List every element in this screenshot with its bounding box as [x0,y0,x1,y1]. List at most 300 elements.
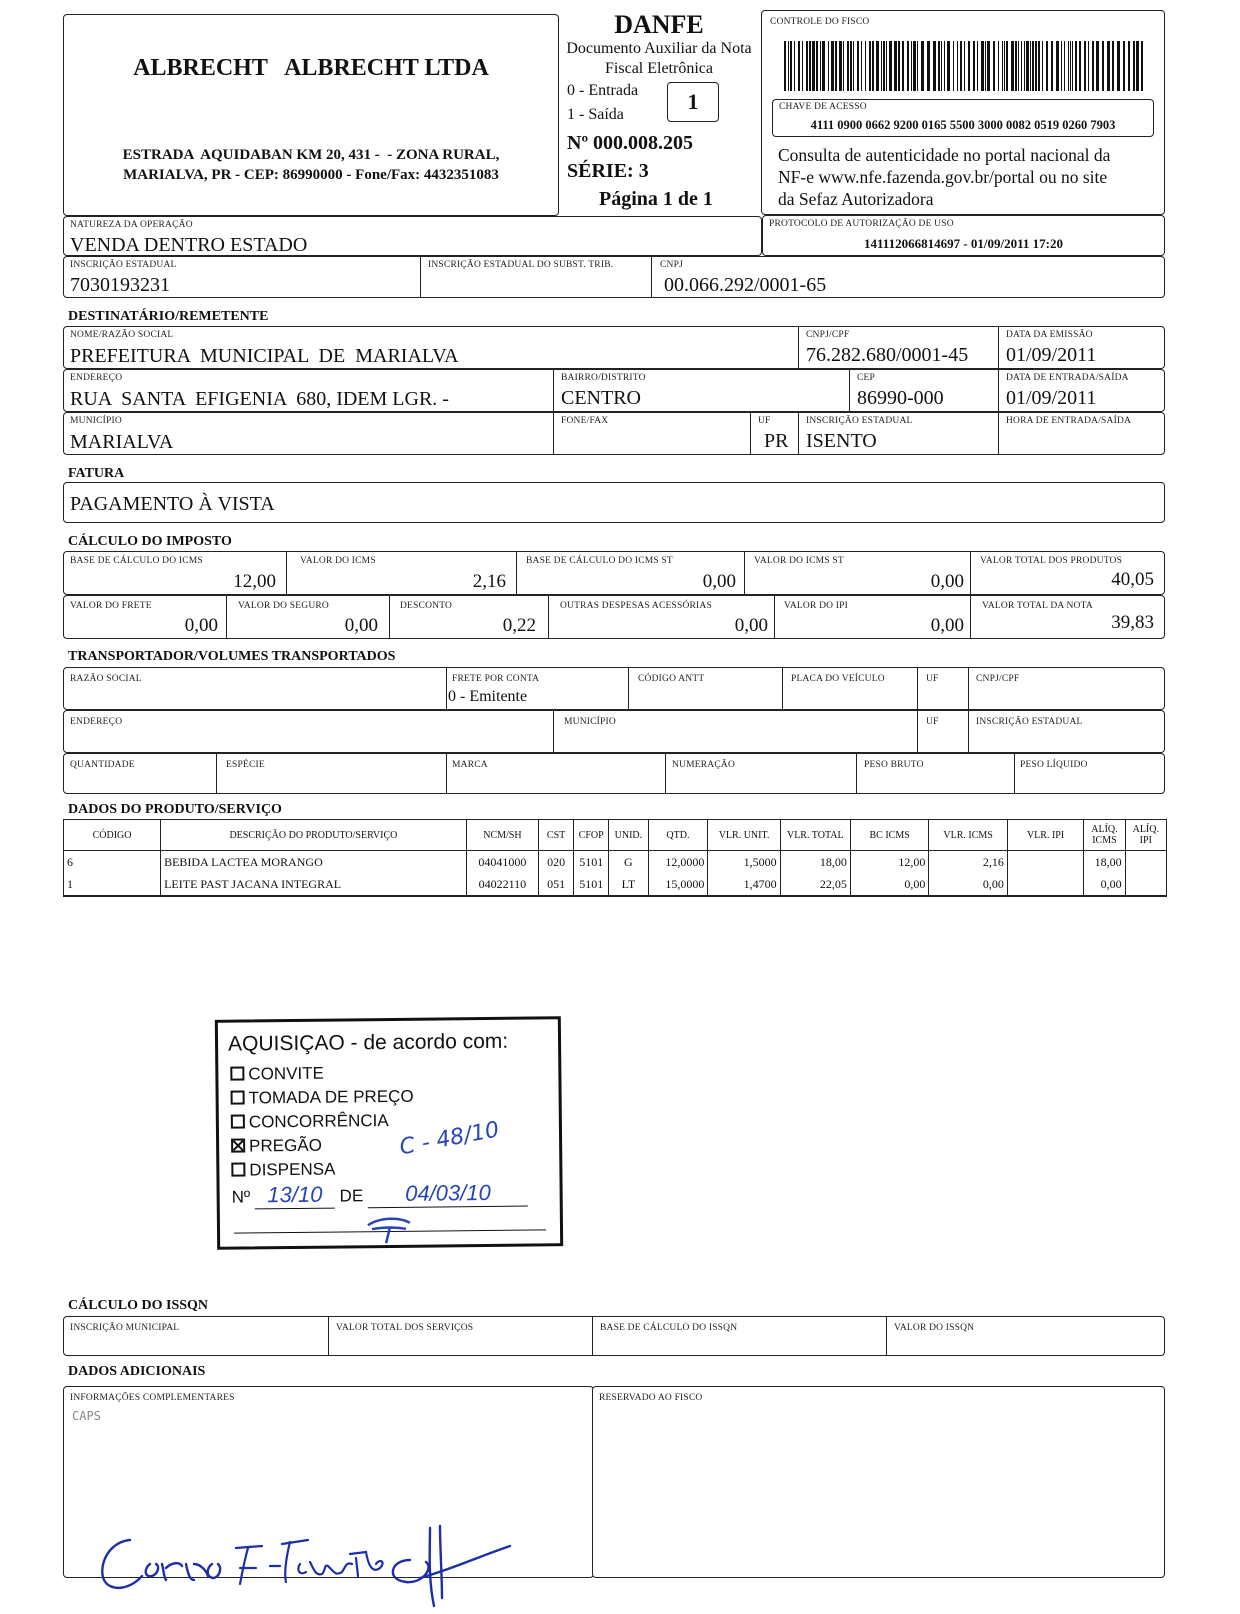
barcode-bar [822,41,825,91]
produtos-header-cell: VLR. ICMS [929,820,1007,851]
cnpj-label: CNPJ [660,260,683,270]
transp-endereco-label: ENDEREÇO [70,717,123,727]
barcode-bar [1011,41,1014,91]
valor-issqn-label: VALOR DO ISSQN [894,1323,975,1333]
numeracao-label: NUMERAÇÃO [672,760,736,770]
desconto-value: 0,22 [502,615,536,636]
table-row [64,851,1167,874]
barcode-bar [1035,41,1037,91]
emissao-value: 01/09/2011 [1006,344,1097,366]
reservado-fisco-label: RESERVADO AO FISCO [599,1393,703,1403]
total-nota-label: VALOR TOTAL DA NOTA [982,601,1093,611]
barcode-bar [828,41,829,91]
barcode-bar [1018,41,1019,91]
chave-acesso-label: CHAVE DE ACESSO [779,102,867,112]
empty-box-icon [230,1067,244,1081]
info-complementares-value: CAPS [72,1409,101,1423]
table-cell: 04022110 [466,873,538,896]
produtos-header-row [64,820,1167,851]
produtos-header-cell: VLR. UNIT. [708,820,780,851]
placa-label: PLACA DO VEÍCULO [791,674,885,684]
stamp-option-label: TOMADA DE PREÇO [248,1086,414,1108]
barcode-bar [902,41,904,91]
dest-cnpj-label: CNPJ/CPF [806,330,850,340]
transp-ie-label: INSCRIÇÃO ESTADUAL [976,717,1083,727]
barcode-bar [998,41,999,91]
barcode-bar [1024,41,1025,91]
barcode-bar [953,41,954,91]
barcode [784,41,1146,91]
nf-serie: SÉRIE: 3 [567,160,649,182]
protocolo-label: PROTOCOLO DE AUTORIZAÇÃO DE USO [769,219,954,229]
destinatario-row-3 [63,412,1165,455]
barcode-bar [790,41,792,91]
barcode-bar [1072,41,1073,91]
barcode-bar [1084,41,1086,91]
servicos-label: VALOR TOTAL DOS SERVIÇOS [336,1323,474,1333]
ie-row [63,256,1165,298]
ie-st-label: INSCRIÇÃO ESTADUAL DO SUBST. TRIB. [428,260,614,270]
divider [798,327,799,368]
divider [420,257,421,297]
divider [886,1317,887,1355]
frete-value: 0,00 [184,615,218,636]
barcode-bar [964,41,965,91]
municipio-value: MARIALVA [70,431,174,453]
endereco-label: ENDEREÇO [70,373,123,383]
stamp-option [231,1157,414,1183]
barcode-bar [1006,41,1008,91]
barcode-bar [1068,41,1069,91]
stamp-option [230,1061,413,1087]
barcode-bar [927,41,930,91]
barcode-bar [981,41,984,91]
table-cell: 1,4700 [708,873,780,896]
produtos-body [64,851,1167,897]
divider [553,711,554,752]
barcode-bar [921,41,924,91]
barcode-bar [1088,41,1089,91]
cnpj-value: 00.066.292/0001-65 [664,274,827,296]
barcode-bar [853,41,854,91]
table-cell: LEITE PAST JACANA INTEGRAL [161,873,467,896]
barcode-bar [820,41,821,91]
consulta-line-2: NF-e www.nfe.fazenda.gov.br/portal ou no site [778,167,1108,187]
marca-label: MARCA [452,760,488,770]
transp-uf2-label: UF [926,717,939,727]
barcode-bar [1136,41,1139,91]
barcode-bar [985,41,986,91]
valor-st-value: 0,00 [930,571,964,592]
entrada-label: 0 - Entrada [567,82,639,99]
seguro-label: VALOR DO SEGURO [238,601,329,611]
barcode-bar [1107,41,1110,91]
stamp-numero-line [232,1180,529,1210]
barcode-bar [933,41,936,91]
divider [328,1317,329,1355]
table-cell [1125,873,1166,896]
pregao-note: C - 48/10 [397,1117,502,1161]
adicionais-section-title: DADOS ADICIONAIS [68,1364,206,1379]
danfe-block [559,10,759,216]
frete-conta-label: FRETE POR CONTA [452,674,540,684]
desconto-label: DESCONTO [400,601,453,611]
nf-numero: Nº 000.008.205 [567,132,694,154]
pagina: Página 1 de 1 [599,188,713,210]
divider [774,596,775,638]
table-cell: 0,00 [1084,873,1125,896]
emitente-name: ALBRECHT ALBRECHT LTDA [133,55,489,81]
ipi-label: VALOR DO IPI [784,601,848,611]
seguro-value: 0,00 [344,615,378,636]
divider [665,754,666,793]
handwritten-signature [90,1518,520,1614]
transporte-section-title: TRANSPORTADOR/VOLUMES TRANSPORTADOS [68,649,396,664]
divider [998,327,999,368]
transporte-row-3 [63,753,1165,794]
divider [592,1317,593,1355]
danfe-subtitle-2: Fiscal Eletrônica [605,60,713,77]
barcode-bar [1002,41,1003,91]
stamp-options [230,1061,414,1183]
emissao-label: DATA DA EMISSÃO [1006,330,1093,340]
consulta-line-1: Consulta de autenticidade no portal nacional da [778,145,1111,165]
table-cell: LT [609,873,648,896]
razao-label: RAZÃO SOCIAL [70,674,142,684]
barcode-bar [798,41,800,91]
barcode-bar [889,41,892,91]
barcode-bar [957,41,958,91]
barcode-bar [816,41,818,91]
danfe-subtitle-1: Documento Auxiliar da Nota [566,40,752,57]
base-icms-label: BASE DE CÁLCULO DO ICMS [70,556,203,566]
empty-box-icon [231,1091,245,1105]
saida-label: 1 - Saída [567,106,624,123]
emitente-box [63,14,559,216]
antt-label: CÓDIGO ANTT [638,674,705,684]
cep-label: CEP [857,373,876,383]
barcode-bar [886,41,887,91]
barcode-bar [876,41,879,91]
natureza-label: NATUREZA DA OPERAÇÃO [70,220,193,230]
stamp-option-label: CONCORRÊNCIA [248,1111,389,1132]
barcode-bar [987,41,990,91]
barcode-bar [1046,41,1048,91]
produtos-header-cell: VLR. IPI [1007,820,1083,851]
table-cell: 18,00 [1084,851,1125,874]
issqn-section-title: CÁLCULO DO ISSQN [68,1298,209,1313]
table-cell: G [609,851,648,874]
barcode-bar [843,41,844,91]
barcode-bar [869,41,871,91]
barcode-bar [1064,41,1065,91]
barcode-bar [1112,41,1114,91]
table-cell: 22,05 [780,873,850,896]
divider [216,754,217,793]
empty-box-icon [231,1163,245,1177]
dest-ie-value: ISENTO [806,430,877,452]
total-nota-value: 39,83 [1111,612,1154,633]
barcode-bar [1070,41,1071,91]
stamp-option-label: PREGÃO [249,1135,322,1156]
chave-acesso-box [772,99,1154,137]
stamp-option-label: CONVITE [248,1063,325,1084]
barcode-bar [968,41,970,91]
bairro-label: BAIRRO/DISTRITO [561,373,646,383]
barcode-bar [1051,41,1053,91]
consulta-line-3: da Sefaz Autorizadora [778,189,934,209]
produtos-table-wrap [63,819,1167,897]
imposto-row-1 [63,551,1165,595]
table-cell: 020 [539,851,574,874]
fatura-value: PAGAMENTO À VISTA [70,493,275,515]
barcode-bar [1030,41,1031,91]
barcode-bar [802,41,803,91]
de-label: DE [339,1186,364,1206]
transporte-row-1 [63,667,1165,710]
data-entrada-value: 01/09/2011 [1006,387,1097,409]
info-complementares-label: INFORMAÇÕES COMPLEMENTARES [70,1393,235,1403]
issqn-box [63,1316,1165,1356]
barcode-bar [1117,41,1120,91]
divider [968,668,969,709]
table-cell: 0,00 [850,873,928,896]
table-cell: 051 [539,873,574,896]
barcode-bar [941,41,942,91]
controle-fisco-label: CONTROLE DO FISCO [770,17,870,27]
divider [553,413,554,454]
barcode-bar [835,41,837,91]
stamp-numero: 13/10 [255,1182,335,1210]
fone-label: FONE/FAX [561,416,609,426]
uf-value: PR [764,430,789,452]
natureza-value: VENDA DENTRO ESTADO [70,234,308,256]
barcode-bar [839,41,842,91]
produtos-header-cell: ALÍQ. IPI [1125,820,1166,851]
barcode-bar [907,41,909,91]
fatura-section-title: FATURA [68,466,125,481]
transp-municipio-label: MUNICÍPIO [564,717,616,727]
barcode-bar [1056,41,1059,91]
emitente-address-line2: MARIALVA, PR - CEP: 86990000 - Fone/Fax: 4432351083 [123,167,499,183]
barcode-bar [1133,41,1135,91]
transp-uf-label: UF [926,674,939,684]
produtos-header-cell: QTD. [648,820,708,851]
barcode-bar [1092,41,1094,91]
table-cell [1007,873,1083,896]
barcode-bar [1038,41,1040,91]
table-cell: 04041000 [466,851,538,874]
cep-value: 86990-000 [857,387,944,409]
produtos-header-cell: NCM/SH [466,820,538,851]
reservado-fisco-box [592,1386,1165,1578]
controle-fisco-box [761,10,1165,215]
table-cell: 15,0000 [648,873,708,896]
barcode-bar [938,41,940,91]
divider [968,711,969,752]
table-cell [1125,851,1166,874]
protocolo-value: 141112066814697 - 01/09/2011 17:20 [864,236,1063,251]
barcode-bar [1075,41,1077,91]
stamp-option-label: DISPENSA [249,1159,336,1180]
nome-label: NOME/RAZÃO SOCIAL [70,330,174,340]
especie-label: ESPÉCIE [226,760,265,770]
base-issqn-label: BASE DE CÁLCULO DO ISSQN [600,1323,738,1333]
divider [970,596,971,638]
stamp-option [231,1085,414,1111]
divider [849,370,850,411]
produtos-header-cell: UNID. [609,820,648,851]
table-cell: 12,0000 [648,851,708,874]
produtos-header-cell: DESCRIÇÃO DO PRODUTO/SERVIÇO [161,820,467,851]
barcode-bar [973,41,975,91]
produtos-section-title: DADOS DO PRODUTO/SERVIÇO [68,802,282,817]
danfe-title: DANFE [614,10,704,39]
produtos-header-cell: ALÍQ. ICMS [1084,820,1125,851]
numero-prefix: Nº [231,1187,251,1207]
base-st-label: BASE DE CÁLCULO DO ICMS ST [526,556,673,566]
inscricao-municipal-label: INSCRIÇÃO MUNICIPAL [70,1323,180,1333]
table-cell: 1 [64,873,161,896]
imposto-row-2 [63,595,1165,639]
barcode-bar [1079,41,1081,91]
natureza-box [63,216,762,256]
stamp-option [231,1109,414,1135]
ie-value: 7030193231 [70,274,170,296]
total-produtos-label: VALOR TOTAL DOS PRODUTOS [980,556,1123,566]
produtos-table [63,819,1167,897]
table-cell: 1,5000 [708,851,780,874]
produtos-header-cell: CFOP [574,820,609,851]
table-cell: 18,00 [780,851,850,874]
checked-box-icon [231,1139,245,1153]
barcode-bar [911,41,912,91]
barcode-bar [861,41,862,91]
barcode-bar [812,41,815,91]
produtos-header-cell: VLR. TOTAL [780,820,850,851]
transporte-row-2 [63,710,1165,753]
barcode-bar [794,41,795,91]
table-cell [1007,851,1083,874]
dest-ie-label: INSCRIÇÃO ESTADUAL [806,416,913,426]
barcode-bar [784,41,786,91]
emitente-address-line1: ESTRADA AQUIDABAN KM 20, 431 - - ZONA RURAL, [122,147,500,163]
bairro-value: CENTRO [561,387,641,409]
endereco-value: RUA SANTA EFIGENIA 680, IDEM LGR. - [70,388,449,410]
data-entrada-label: DATA DE ENTRADA/SAÍDA [1006,373,1129,383]
chave-acesso: 4111 0900 0662 9200 0165 5500 3000 0082 0519 0260 7903 [810,118,1116,132]
frete-conta-value: 0 - Emitente [448,688,528,705]
nome-value: PREFEITURA MUNICIPAL DE MARIALVA [70,345,459,367]
produtos-header-cell: CÓDIGO [64,820,161,851]
divider [782,668,783,709]
uf-label: UF [758,416,771,426]
divider [651,257,652,297]
peso-bruto-label: PESO BRUTO [864,760,924,770]
dest-cnpj-value: 76.282.680/0001-45 [806,344,969,366]
barcode-bar [850,41,852,91]
barcode-bar [865,41,866,91]
barcode-bar [1032,41,1034,91]
barcode-bar [788,41,789,91]
divider [286,552,287,594]
barcode-bar [913,41,916,91]
table-cell: BEBIDA LACTEA MORANGO [161,851,467,874]
barcode-bar [847,41,849,91]
quantidade-label: QUANTIDADE [70,760,135,770]
fatura-box [63,482,1165,523]
barcode-bar [881,41,882,91]
destinatario-row-1 [63,326,1165,369]
base-icms-value: 12,00 [233,571,276,592]
barcode-bar [857,41,859,91]
barcode-bar [898,41,900,91]
barcode-bar [809,41,811,91]
barcode-bar [806,41,808,91]
ipi-value: 0,00 [930,615,964,636]
destinatario-section-title: DESTINATÁRIO/REMETENTE [68,309,269,324]
peso-liquido-label: PESO LÍQUIDO [1020,760,1088,770]
empty-box-icon [231,1115,245,1129]
divider [516,552,517,594]
valor-st-label: VALOR DO ICMS ST [754,556,844,566]
divider [226,596,227,638]
barcode-bar [1042,41,1043,91]
table-cell: 5101 [574,873,609,896]
divider [548,596,549,638]
barcode-bar [872,41,874,91]
valor-icms-label: VALOR DO ICMS [300,556,376,566]
barcode-bar [1123,41,1125,91]
divider [553,370,554,411]
aquisicao-stamp [215,1016,563,1250]
divider [798,413,799,454]
barcode-bar [1096,41,1099,91]
barcode-bar [960,41,962,91]
destinatario-row-2 [63,369,1165,412]
ie-label: INSCRIÇÃO ESTADUAL [70,260,177,270]
divider [917,711,918,752]
divider [389,596,390,638]
barcode-bar [1102,41,1104,91]
divider [750,413,751,454]
imposto-section-title: CÁLCULO DO IMPOSTO [68,534,232,549]
transp-cnpj-label: CNPJ/CPF [976,674,1020,684]
stamp-data: 04/03/10 [368,1180,528,1209]
municipio-label: MUNICÍPIO [70,416,122,426]
divider [446,668,447,709]
divider [917,668,918,709]
divider [998,413,999,454]
barcode-bar [947,41,950,91]
barcode-bar [1128,41,1130,91]
total-produtos-value: 40,05 [1111,569,1154,590]
barcode-bar [883,41,885,91]
stamp-option [231,1133,414,1159]
outras-value: 0,00 [734,615,768,636]
stamp-rubric [360,1207,420,1248]
table-cell: 5101 [574,851,609,874]
divider [446,754,447,793]
barcode-bar [1004,41,1005,91]
barcode-bar [1015,41,1017,91]
base-st-value: 0,00 [702,571,736,592]
barcode-bar [1141,41,1143,91]
table-cell: 12,00 [850,851,928,874]
divider [998,370,999,411]
valor-icms-value: 2,16 [472,571,506,592]
barcode-bar [977,41,978,91]
